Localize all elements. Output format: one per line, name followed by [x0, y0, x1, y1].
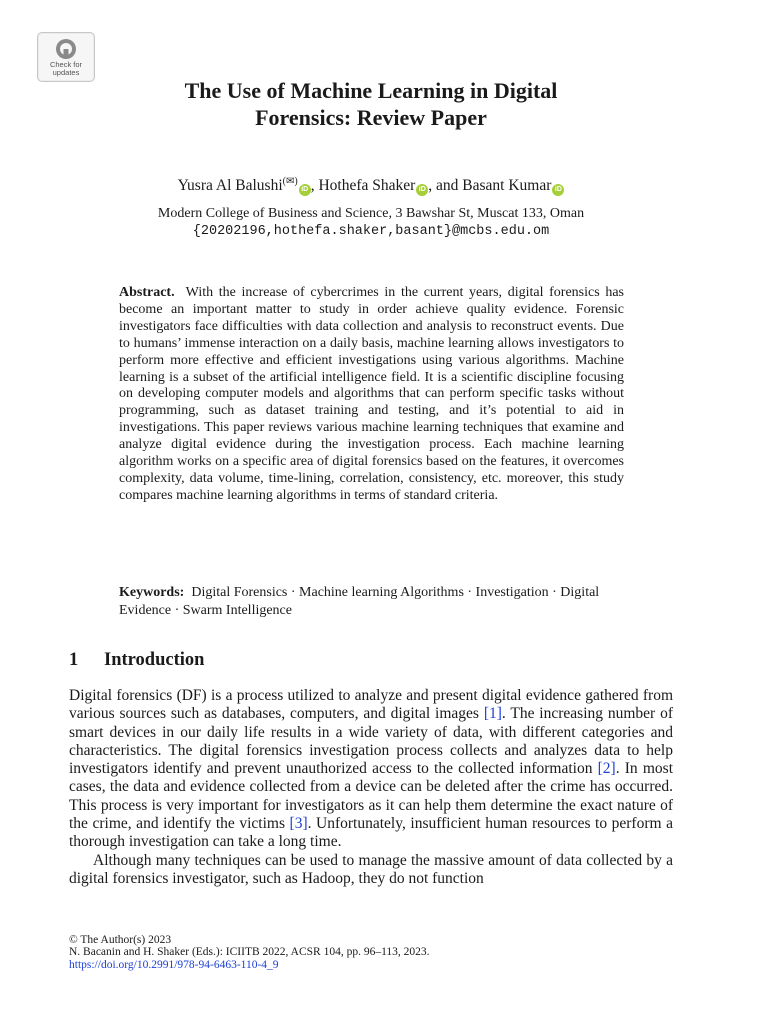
corresponding-author-mark: (✉): [282, 176, 298, 187]
paragraph: [69, 687, 673, 852]
author-emails: {20202196,hothefa.shaker,basant}@mcbs.edu.om: [192, 224, 550, 239]
doi-link[interactable]: https://doi.org/10.2991/978-94-6463-110-4_9: [69, 958, 279, 971]
abstract: [119, 285, 624, 505]
orcid-icon[interactable]: iD: [299, 184, 311, 196]
title-line1: The Use of Machine Learning in Digital: [184, 78, 558, 103]
citation-link[interactable]: [2]: [597, 760, 616, 778]
introduction-body: [69, 687, 673, 888]
section-heading: [69, 648, 204, 672]
copyright-line: © The Author(s) 2023: [69, 934, 172, 946]
author-list: [0, 172, 742, 196]
citation-link[interactable]: [3]: [289, 815, 308, 833]
badge-line2: updates: [52, 68, 80, 77]
keywords-text: Digital Forensics · Machine learning Algorithms · Investigation · Digital Evidence · Swarm Intelligence: [119, 585, 600, 618]
affiliation: Modern College of Business and Science, 3 Bawshar St, Muscat 133, Oman: [157, 206, 585, 221]
badge-label: [38, 61, 94, 77]
section-title: Introduction: [104, 650, 205, 670]
section-number: 1: [69, 650, 79, 670]
paragraph-text: . The increasing number of smart devices in our daily life results in a wide variety of data, with different categories and characteristics. The digital forensics investigation process collects and analyzes data to help investigators identify and prevent unauthorized access to the collected information: [69, 705, 673, 778]
paper-title: [0, 77, 742, 131]
paragraph-text: Digital forensics (DF) is a process utilized to analyze and present digital evidence gathered from various sources such as databases, computers, and digital images: [69, 687, 673, 723]
author-name: Yusra Al Balushi: [177, 177, 283, 194]
update-check-icon: [55, 38, 77, 60]
check-for-updates-badge[interactable]: [37, 32, 95, 82]
author-separator: , and: [428, 177, 463, 194]
citation-link[interactable]: [1]: [483, 705, 502, 723]
citation-line: N. Bacanin and H. Shaker (Eds.): ICIITB 2022, ACSR 104, pp. 96–113, 2023.: [69, 946, 430, 959]
footer: [69, 934, 430, 971]
keywords-label: Keywords:: [119, 585, 185, 600]
author-separator: ,: [310, 177, 319, 194]
abstract-text: With the increase of cybercrimes in the current years, digital forensics has become an important matter to study in order achieve quality evidence. Forensic investigators face difficulties with data collection and analysis to reconstruct events. Due to humans’ immense interaction on a daily basis, machine learning allows investigators to perform more effective and efficient investigations using various algorithms. Machine learning is a subset of the artificial intelligence field. It is a scientific discipline focusing on developing computer models and algorithms that can perform specific tasks without programming, such as dataset training and testing, and it’s potential to aid in investigations. This paper reviews various machine learning techniques that examine and analyze digital evidence during the investigation process. Each machine learning algorithm works on a specific area of digital forensics based on the features, it overcomes complexity, data volume, time-lining, correlation, consistency, etc. moreover, this study compares machine learning algorithms in terms of standard criteria.: [119, 285, 624, 503]
abstract-label: Abstract.: [119, 285, 175, 300]
orcid-icon[interactable]: iD: [552, 184, 564, 196]
keywords: [119, 584, 624, 619]
paragraph-text: . Unfortunately, insufficient human resources to perform a thorough investigation can take a long time.: [69, 815, 673, 851]
author-name: Hothefa Shaker: [318, 177, 416, 194]
paragraph-text: . In most cases, the data and evidence collected from a device can be deleted after the crime has occurred. This process is very important for investigators as it can help them determine the exact nature of the crime, and identify the victims: [69, 760, 673, 833]
paragraph: Although many techniques can be used to manage the massive amount of data collected by a digital forensics investigator, such as Hadoop, they do not function: [69, 851, 673, 887]
orcid-icon[interactable]: iD: [416, 184, 428, 196]
title-line2: Forensics: Review Paper: [255, 105, 487, 130]
author-name: Basant Kumar: [462, 177, 552, 194]
badge-line1: Check for: [49, 60, 83, 69]
